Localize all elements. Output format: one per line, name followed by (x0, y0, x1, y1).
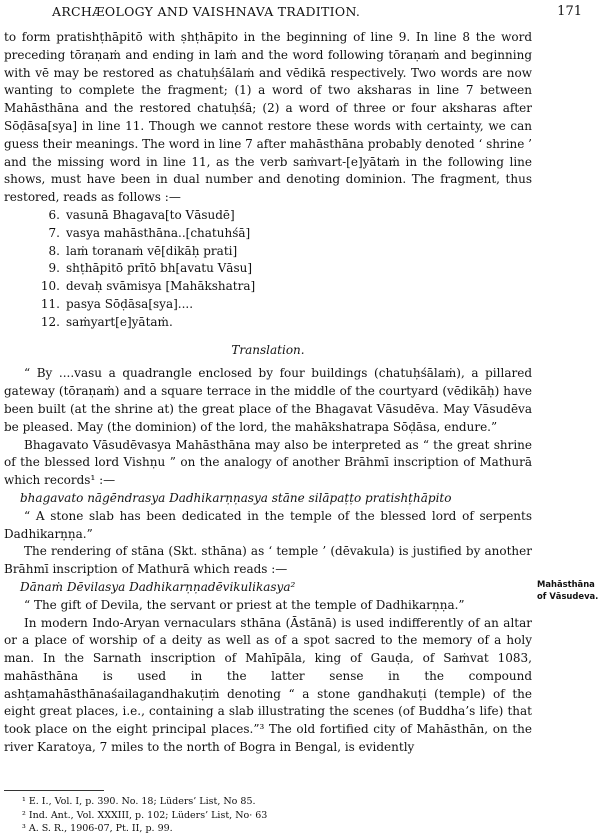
translation-heading: Translation. (231, 342, 305, 357)
inscription-line: 6. vasunā Bhagava[to Vāsudē] (48, 207, 235, 222)
inscription-lines (4, 207, 532, 332)
inscription-line: 12. saṁyart[e]yātaṁ. (40, 314, 173, 329)
running-title: ARCHÆOLOGY AND VAISHNAVA TRADITION. (52, 4, 361, 19)
footnotes (22, 795, 267, 836)
paragraph-stana-rendering: The rendering of stāna (Skt. sthāna) as ‘ temple ’ (dēvakula) is justified by another Brāhmī inscription of Mathurā which reads :— (4, 544, 532, 577)
footnote-3: ³ A. S. R., 1906-07, Pt. II, p. 99. (22, 823, 173, 834)
inscription-line: 9. shṭhāpitō prītō bh[avatu Vāsu] (48, 261, 253, 276)
footnote-2: ² Ind. Ant., Vol. XXXIII, p. 102; Lüders’ List, No· 63 (22, 809, 268, 821)
footnote-1: ¹ E. I., Vol. I, p. 390. No. 18; Lüders’ List, No 85. (22, 796, 256, 807)
paragraph-fragment-restoration: to form pratishṭhāpitō with ṣhṭhāpito in the beginning of line 9. In line 8 the word preceding tōraṇaṁ and ending in laṁ and the word following tōraṇaṁ and beginning with vē may be restored as chatuḥśālaṁ and vēdikā respectively. Two words are now wanting to complete the fragment; (1) a word of two aksharas in line 7 between Mahāsthāna and the restored chatuḥśā; (2) a word of three or four aksharas after Sōḍāsa[sya] in line 11. Though we cannot restore these words with certainty, we can guess their meanings. The word in line 7 after mahāsthāna probably denoted ‘ shrine ’ and the missing word in line 11, as the verb saṁvart-[e]yātaṁ in the following line shows, must have been in dual number and denoting dominion. The fragment, thus restored, reads as follows :— (4, 30, 532, 205)
margin-note: Mahāsthāna of Vāsudeva. (537, 579, 599, 601)
quote-translation-2: “ The gift of Devila, the servant or priest at the temple of Dadhikarṇṇa.” (24, 597, 465, 612)
footnote-rule (4, 790, 104, 791)
paragraph-mahasthana-interpretation: Bhagavato Vāsudēvasya Mahāsthāna may also be interpreted as “ the great shrine of the blessed lord Vishṇu ” on the analogy of another Brāhmī inscription of Mathurā which records¹ :— (4, 437, 532, 488)
inscription-line: 11. pasya Sōḍāsa[sya].... (40, 296, 194, 311)
quote-translation-1: “ A stone slab has been dedicated in the temple of the blessed lord of serpents Dadhikarṇṇa.” (4, 508, 532, 541)
inscription-line: 8. laṁ toranaṁ vē[dikāḥ prati] (48, 243, 238, 258)
inscription-line: 7. vasya mahāsthāna..[chatuhśā] (48, 225, 251, 240)
translation-paragraph: “ By ....vasu a quadrangle enclosed by four buildings (chatuḥśālaṁ), a pillared gateway (tōraṇaṁ) and a square terrace in the middle of the courtyard (vēdikāḥ) have been built (at the shrine at) the great place of the Bhagavat Vāsudēva. May Vāsudēva be pleased. May (the dominion) of the lord, the mahākshatrapa Sōḍāsa, endure.” (4, 366, 532, 434)
page-number: 171 (557, 4, 582, 19)
quote-inscription-1: bhagavato nāgēndrasya Dadhikarṇṇasya stāne silāpaṭṭo pratishṭhāpito (20, 490, 452, 505)
inscription-line: 10. devaḥ svāmisya [Mahākshatra] (40, 279, 256, 294)
paragraph-vernacular-usage: In modern Indo-Aryan vernaculars sthāna (Āstānā) is used indifferently of an altar or a place of worship of a deity as well as of a spot sacred to the memory of a holy man. In the Sarnath inscription of Mahīpāla, king of Gauḍa, of Saṁvat 1083, mahāsthāna is used in the latter sense in the compound ashṭamahāsthānaśailagandhakuṭiṁ denoting “ a stone gandhakuṭi (temple) of the eight great places, i.e., containing a slab illustrating the scenes (of Buddha’s life) that took place on the eight principal places.”³ The old fortified city of Mahāsthān, on the river Karatoya, 7 miles to the north of Bogra in Bengal, is evidently (4, 615, 532, 755)
page-header (4, 4, 582, 24)
page-body (4, 29, 532, 757)
quote-inscription-2: Dānaṁ Dēvilasya Dadhikarṇṇadēvikulikasya² (20, 579, 296, 594)
